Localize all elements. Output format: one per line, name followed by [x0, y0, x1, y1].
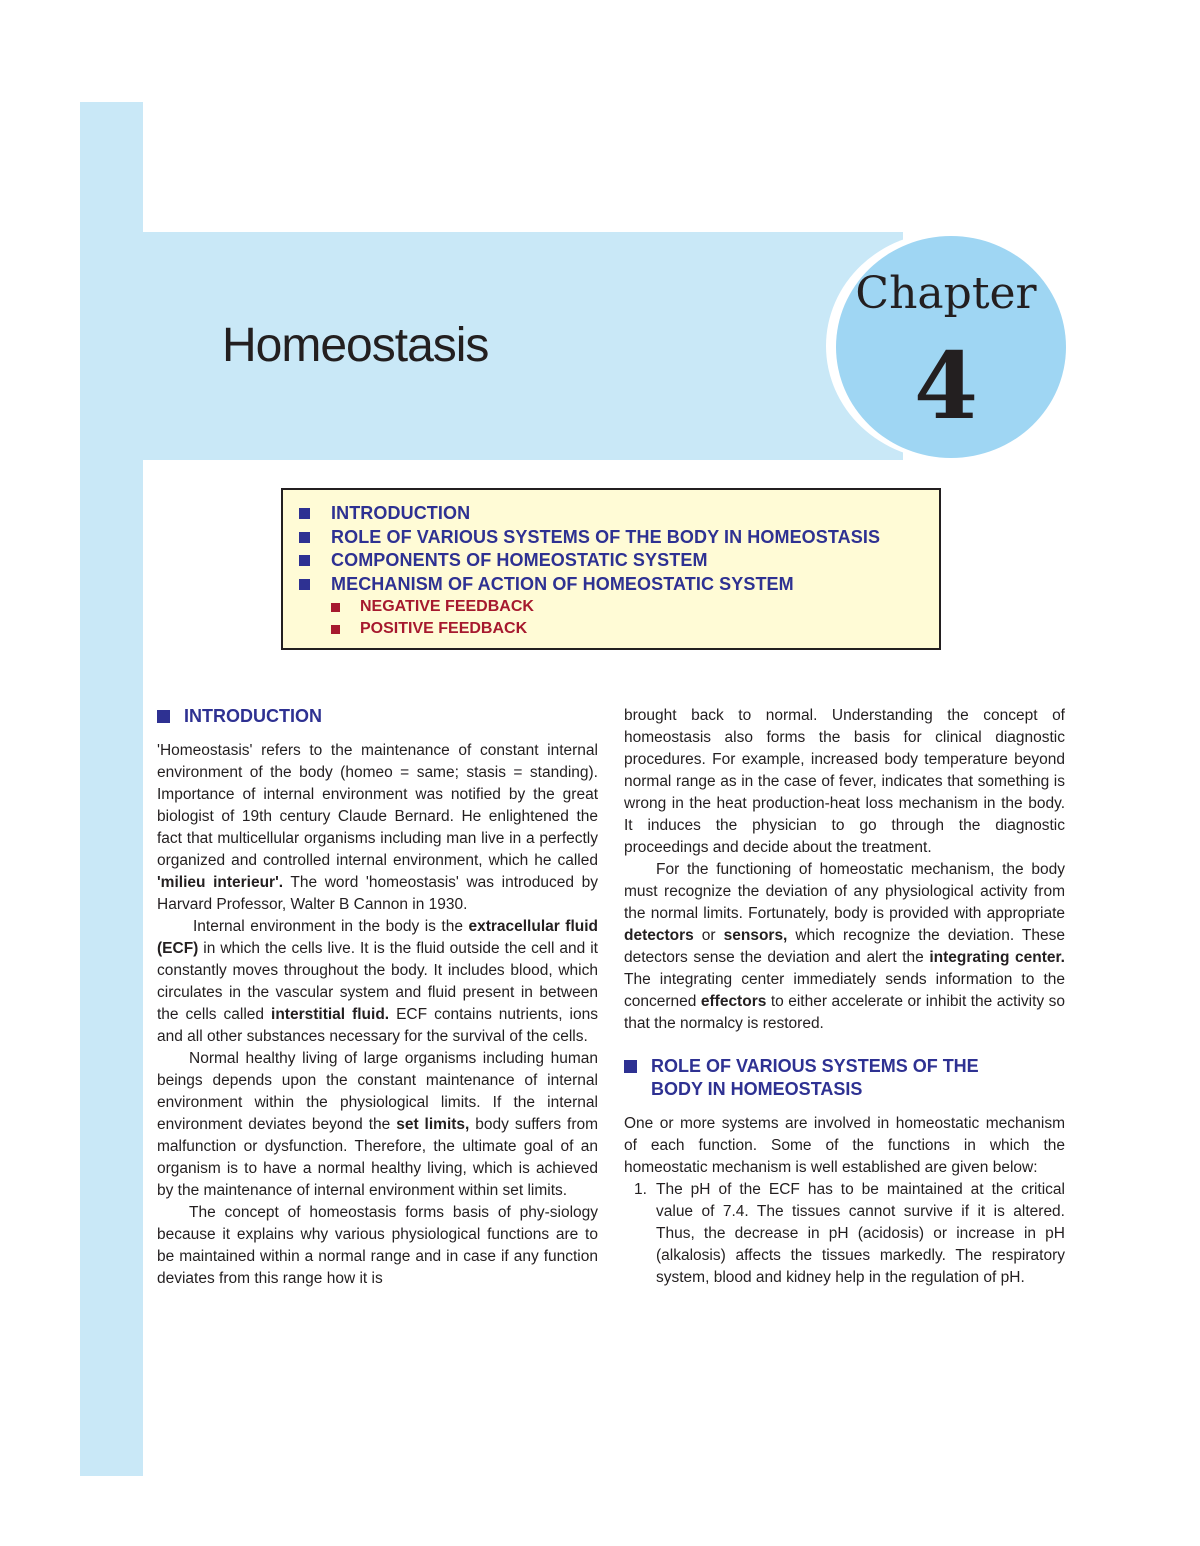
bold-term: detectors — [624, 927, 694, 944]
square-bullet-icon — [157, 710, 170, 723]
text-run: which recognize the deviation. These detectors sense the deviation and alert the — [624, 927, 1065, 966]
section-heading-role — [624, 1055, 1065, 1101]
bold-term: sensors, — [723, 927, 788, 944]
text-run: 'Homeostasis' refers to the maintenance of constant internal environment of the body (homeo = same; stasis = standing). Importance of internal environment was notified by the great biologist of 19th century Claude Bernard. He enlightened the fact that multicellular organisms including man live in a perfectly organized and controlled internal environment, which he called — [157, 742, 598, 869]
toc-subitem[interactable] — [299, 618, 939, 640]
heading-line: BODY IN HOMEOSTASIS — [651, 1079, 863, 1099]
bold-term: effectors — [700, 993, 767, 1010]
text-run: For the functioning of homeostatic mechanism, the body must recognize the deviation of any physiological activity from the normal limits. Fortunately, body is provided with appropriate — [624, 861, 1065, 922]
text-run: body suffers from malfunction or dysfunction. Therefore, the ultimate goal of an organism is to have a normal healthy living, which is achieved by the maintenance of internal environment within set limits. — [157, 1116, 599, 1199]
toc-item-label: INTRODUCTION — [331, 503, 471, 524]
paragraph — [624, 859, 1065, 1035]
bold-term: set limits, — [396, 1116, 470, 1133]
paragraph — [157, 740, 598, 916]
bold-term: 'milieu interieur'. — [157, 874, 284, 891]
left-column — [157, 705, 598, 1290]
item-number: 1. — [634, 1181, 647, 1198]
text-run: to either accelerate or inhibit the activity so that the normalcy is restored. — [624, 993, 1065, 1032]
text-run: Internal environment in the body is the — [193, 918, 469, 935]
text-run: Normal healthy living of large organisms including human beings depends upon the constant maintenance of internal environment within the physiological limits. If the internal environment deviates beyond the — [157, 1050, 598, 1133]
text-run: ECF contains nutrients, ions and all other substances necessary for the survival of the cells. — [157, 1006, 598, 1045]
text-run: The integrating center immediately sends information to the concerned — [624, 971, 1065, 1010]
square-bullet-icon — [624, 1060, 637, 1073]
toc-subitem-label: NEGATIVE FEEDBACK — [360, 598, 534, 615]
toc-item[interactable] — [299, 573, 939, 597]
bold-term: interstitial fluid. — [271, 1006, 390, 1023]
text-run: or — [693, 927, 724, 944]
toc-subitem-label: POSITIVE FEEDBACK — [360, 620, 528, 637]
text-run: in which the cells live. It is the fluid outside the cell and it constantly moves throughout the body. It includes blood, which circulates in the vascular system and fluid present in between the cells called — [157, 940, 598, 1023]
section-heading-text: INTRODUCTION — [184, 706, 322, 726]
paragraph: brought back to normal. Understanding the concept of homeostasis also forms the basis for clinical diagnostic procedures. For example, increased body temperature beyond normal range as in the case of fever, indicates that something is wrong in the heat production-heat loss mechanism in the body. It induces the physician to go through the diagnostic proceedings and decide about the treatment. — [624, 707, 1065, 856]
toc-item-label: ROLE OF VARIOUS SYSTEMS OF THE BODY IN HOMEOSTASIS — [331, 526, 881, 547]
bold-term: extracellular fluid (ECF) — [157, 918, 598, 957]
chapter-number: 4 — [913, 332, 978, 440]
toc-item-label: MECHANISM OF ACTION OF HOMEOSTATIC SYSTEM — [331, 573, 794, 594]
right-column — [624, 705, 1065, 1289]
toc-subitem[interactable] — [299, 596, 939, 618]
side-decor-bar — [80, 102, 143, 1476]
toc-item[interactable] — [299, 549, 939, 573]
paragraph — [157, 916, 598, 1048]
heading-line: ROLE OF VARIOUS SYSTEMS OF THE — [651, 1056, 979, 1076]
chapter-badge — [826, 232, 1066, 460]
text-run: The word 'homeostasis' was introduced by Harvard Professor, Walter B Cannon in 1930. — [157, 874, 598, 913]
toc-item[interactable] — [299, 526, 939, 550]
square-bullet-icon — [331, 625, 340, 634]
toc-item-label: COMPONENTS OF HOMEOSTATIC SYSTEM — [331, 550, 708, 571]
item-text: The pH of the ECF has to be maintained at the critical value of 7.4. The tissues cannot survive if it is altered. Thus, the decrease in pH (acidosis) or increase in pH (alkalosis) affects the tissues markedly. The respiratory system, blood and kidney help in the regulation of pH. — [656, 1181, 1065, 1286]
chapter-title: Homeostasis — [222, 319, 489, 372]
square-bullet-icon — [299, 532, 310, 543]
numbered-item — [624, 1179, 1065, 1289]
section-heading-introduction — [157, 705, 598, 728]
square-bullet-icon — [299, 579, 310, 590]
square-bullet-icon — [299, 555, 310, 566]
square-bullet-icon — [299, 508, 310, 519]
toc-item[interactable] — [299, 502, 939, 526]
table-of-contents — [281, 488, 941, 650]
bold-term: integrating center. — [929, 949, 1065, 966]
badge-word: Chapter — [855, 268, 1037, 319]
section-heading-text — [651, 1055, 979, 1101]
square-bullet-icon — [331, 603, 340, 612]
paragraph — [157, 1048, 598, 1202]
paragraph: One or more systems are involved in homeostatic mechanism of each function. Some of the functions in which the homeostatic mechanism is well established are given below: — [624, 1115, 1065, 1176]
paragraph: The concept of homeostasis forms basis of phy-siology because it explains why various physiological functions are to be maintained within a normal range and in case if any function deviates from this range how it is — [157, 1204, 598, 1287]
